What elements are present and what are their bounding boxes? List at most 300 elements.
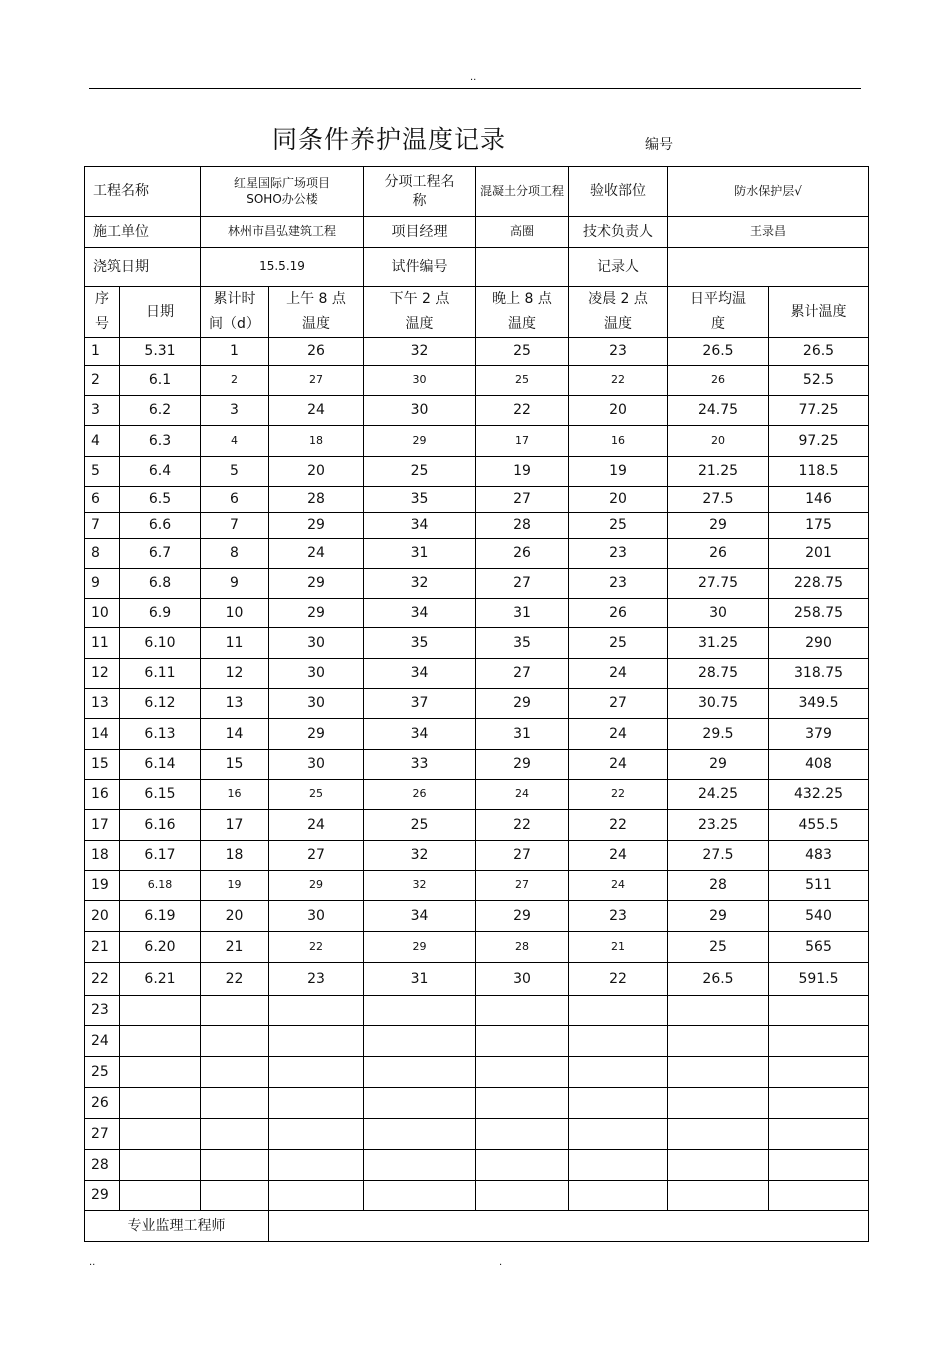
- table-row: [85, 719, 869, 750]
- cell-daily-avg: 26.5: [668, 963, 769, 996]
- cell-night8: 29: [476, 750, 569, 780]
- cell-cum-temp: [769, 1026, 869, 1057]
- table-row: [85, 996, 869, 1026]
- cell-days: 1: [201, 338, 269, 366]
- page-title: 同条件养护温度记录: [272, 125, 507, 154]
- cell-night8: 27: [476, 841, 569, 871]
- cell-cum-temp: 349.5: [769, 689, 869, 719]
- col-date-header: 日期: [120, 287, 201, 338]
- cell-night8: 25: [476, 338, 569, 366]
- cell-daily-avg: 26.5: [668, 338, 769, 366]
- cell-days: 13: [201, 689, 269, 719]
- cell-date: 6.13: [120, 719, 201, 750]
- cell-date: 6.14: [120, 750, 201, 780]
- col-cum-time-header: 累计时 间（d）: [201, 287, 269, 338]
- cell-pm2: [364, 1181, 476, 1211]
- cell-days: 16: [201, 780, 269, 810]
- cell-dawn2: 23: [569, 539, 668, 569]
- cell-dawn2: [569, 1150, 668, 1181]
- cell-pm2: 31: [364, 539, 476, 569]
- cell-seq: 11: [85, 628, 120, 659]
- cell-cum-temp: 455.5: [769, 810, 869, 841]
- cell-seq: 8: [85, 539, 120, 569]
- cell-daily-avg: 26: [668, 366, 769, 396]
- cell-daily-avg: [668, 996, 769, 1026]
- cell-seq: 27: [85, 1119, 120, 1150]
- cell-am8: 25: [269, 780, 364, 810]
- cell-seq: 24: [85, 1026, 120, 1057]
- col-daily-avg-header: 日平均温 度: [668, 287, 769, 338]
- cell-cum-temp: 118.5: [769, 457, 869, 487]
- cell-cum-temp: 591.5: [769, 963, 869, 996]
- cell-night8: [476, 1119, 569, 1150]
- cell-dawn2: [569, 1119, 668, 1150]
- cell-cum-temp: 432.25: [769, 780, 869, 810]
- cell-seq: 4: [85, 426, 120, 457]
- specimen-no-label: 试件编号: [364, 248, 476, 287]
- cell-dawn2: [569, 1026, 668, 1057]
- cell-date: [120, 1150, 201, 1181]
- cell-night8: 22: [476, 810, 569, 841]
- cell-days: [201, 1057, 269, 1088]
- tech-lead-value: 王录昌: [668, 217, 869, 248]
- cell-night8: 24: [476, 780, 569, 810]
- cell-seq: 16: [85, 780, 120, 810]
- cell-pm2: [364, 1057, 476, 1088]
- specimen-no-value: [476, 248, 569, 287]
- cell-am8: 29: [269, 719, 364, 750]
- cell-date: [120, 1088, 201, 1119]
- cell-night8: 17: [476, 426, 569, 457]
- cell-night8: [476, 996, 569, 1026]
- cell-date: [120, 1026, 201, 1057]
- cell-daily-avg: 24.75: [668, 396, 769, 426]
- table-row: [85, 1088, 869, 1119]
- recorder-label: 记录人: [569, 248, 668, 287]
- cell-daily-avg: 30.75: [668, 689, 769, 719]
- cell-daily-avg: 23.25: [668, 810, 769, 841]
- cell-seq: 2: [85, 366, 120, 396]
- col-dawn2-header: 凌晨 2 点 温度: [569, 287, 668, 338]
- cell-cum-temp: [769, 1088, 869, 1119]
- cell-pm2: 25: [364, 457, 476, 487]
- cell-days: 11: [201, 628, 269, 659]
- cell-night8: 27: [476, 871, 569, 901]
- cell-date: 6.15: [120, 780, 201, 810]
- cell-date: 6.19: [120, 901, 201, 932]
- cell-seq: 25: [85, 1057, 120, 1088]
- table-row: [85, 689, 869, 719]
- supervisor-row: [85, 1211, 869, 1242]
- cell-seq: 19: [85, 871, 120, 901]
- cell-night8: 22: [476, 396, 569, 426]
- cell-days: 5: [201, 457, 269, 487]
- cell-pm2: 32: [364, 841, 476, 871]
- cell-seq: 1: [85, 338, 120, 366]
- cell-dawn2: 24: [569, 659, 668, 689]
- cell-dawn2: 22: [569, 366, 668, 396]
- cell-dawn2: 19: [569, 457, 668, 487]
- col-cum-temp-header: 累计温度: [769, 287, 869, 338]
- supervisor-label: 专业监理工程师: [85, 1211, 269, 1242]
- cell-am8: [269, 1026, 364, 1057]
- cell-days: [201, 1026, 269, 1057]
- cell-am8: 30: [269, 901, 364, 932]
- cell-dawn2: [569, 1181, 668, 1211]
- cell-date: 6.7: [120, 539, 201, 569]
- cell-seq: 13: [85, 689, 120, 719]
- cell-cum-temp: 146: [769, 487, 869, 513]
- cell-cum-temp: 290: [769, 628, 869, 659]
- cell-pm2: 30: [364, 396, 476, 426]
- cell-days: 10: [201, 599, 269, 628]
- cell-pm2: 25: [364, 810, 476, 841]
- cell-daily-avg: 29: [668, 513, 769, 539]
- project-manager-value: 高圈: [476, 217, 569, 248]
- cell-pm2: 35: [364, 487, 476, 513]
- cell-am8: 20: [269, 457, 364, 487]
- cell-pm2: 34: [364, 719, 476, 750]
- cell-pm2: [364, 996, 476, 1026]
- construction-unit-value: 林州市昌弘建筑工程: [201, 217, 364, 248]
- cell-seq: 9: [85, 569, 120, 599]
- cell-am8: [269, 1088, 364, 1119]
- cell-seq: 12: [85, 659, 120, 689]
- cell-night8: [476, 1181, 569, 1211]
- cell-seq: 23: [85, 996, 120, 1026]
- cell-days: 3: [201, 396, 269, 426]
- cell-days: 6: [201, 487, 269, 513]
- cell-night8: [476, 1026, 569, 1057]
- recorder-value: [668, 248, 869, 287]
- cell-days: [201, 996, 269, 1026]
- cell-cum-temp: 175: [769, 513, 869, 539]
- cell-dawn2: 24: [569, 871, 668, 901]
- cell-pm2: 26: [364, 780, 476, 810]
- cell-cum-temp: 52.5: [769, 366, 869, 396]
- cell-night8: 29: [476, 901, 569, 932]
- table-row: [85, 539, 869, 569]
- cell-date: 5.31: [120, 338, 201, 366]
- cell-dawn2: 23: [569, 569, 668, 599]
- cell-am8: 30: [269, 689, 364, 719]
- cell-days: 15: [201, 750, 269, 780]
- cell-am8: 22: [269, 932, 364, 963]
- col-seq-header: 序 号: [85, 287, 120, 338]
- cell-cum-temp: 511: [769, 871, 869, 901]
- cell-seq: 6: [85, 487, 120, 513]
- cell-cum-temp: 258.75: [769, 599, 869, 628]
- cell-dawn2: 22: [569, 810, 668, 841]
- project-name-value: 红星国际广场项目 SOHO办公楼: [201, 167, 364, 217]
- cell-dawn2: 24: [569, 841, 668, 871]
- info-row-unit: [85, 217, 869, 248]
- table-row: [85, 513, 869, 539]
- cell-pm2: 32: [364, 569, 476, 599]
- cell-night8: [476, 1088, 569, 1119]
- cell-cum-temp: 565: [769, 932, 869, 963]
- cell-seq: 26: [85, 1088, 120, 1119]
- cell-daily-avg: [668, 1057, 769, 1088]
- cell-seq: 3: [85, 396, 120, 426]
- cell-daily-avg: 26: [668, 539, 769, 569]
- cell-date: [120, 1119, 201, 1150]
- sub-project-label: 分项工程名 称: [364, 167, 476, 217]
- cell-am8: 29: [269, 513, 364, 539]
- cell-pm2: 33: [364, 750, 476, 780]
- table-row: [85, 599, 869, 628]
- cell-pm2: 32: [364, 871, 476, 901]
- cell-days: 21: [201, 932, 269, 963]
- cell-date: 6.10: [120, 628, 201, 659]
- cell-date: 6.2: [120, 396, 201, 426]
- cell-pm2: 37: [364, 689, 476, 719]
- cell-seq: 29: [85, 1181, 120, 1211]
- cell-date: 6.20: [120, 932, 201, 963]
- cell-daily-avg: 27.5: [668, 841, 769, 871]
- cell-dawn2: 16: [569, 426, 668, 457]
- cell-cum-temp: 379: [769, 719, 869, 750]
- cell-seq: 22: [85, 963, 120, 996]
- cell-daily-avg: 28: [668, 871, 769, 901]
- cell-cum-temp: 483: [769, 841, 869, 871]
- table-row: [85, 659, 869, 689]
- cell-daily-avg: 27.75: [668, 569, 769, 599]
- cell-am8: 30: [269, 750, 364, 780]
- cell-days: 19: [201, 871, 269, 901]
- cell-date: 6.5: [120, 487, 201, 513]
- cell-pm2: 29: [364, 426, 476, 457]
- cell-date: 6.21: [120, 963, 201, 996]
- col-night8-header: 晚上 8 点 温度: [476, 287, 569, 338]
- cell-dawn2: [569, 1088, 668, 1119]
- cell-am8: 23: [269, 963, 364, 996]
- cell-daily-avg: 29.5: [668, 719, 769, 750]
- cell-daily-avg: 27.5: [668, 487, 769, 513]
- bottom-left-mark: ..: [89, 1257, 96, 1268]
- cell-night8: 27: [476, 659, 569, 689]
- construction-unit-label: 施工单位: [85, 217, 201, 248]
- cell-daily-avg: 25: [668, 932, 769, 963]
- cell-cum-temp: 77.25: [769, 396, 869, 426]
- table-row: [85, 487, 869, 513]
- cell-cum-temp: 318.75: [769, 659, 869, 689]
- cell-date: [120, 1181, 201, 1211]
- cell-am8: 24: [269, 810, 364, 841]
- cell-days: 8: [201, 539, 269, 569]
- cell-daily-avg: 29: [668, 901, 769, 932]
- record-table: [84, 166, 869, 1242]
- cell-daily-avg: 20: [668, 426, 769, 457]
- cell-night8: 25: [476, 366, 569, 396]
- cell-cum-temp: [769, 1057, 869, 1088]
- cell-pm2: 31: [364, 963, 476, 996]
- cell-seq: 10: [85, 599, 120, 628]
- table-row: [85, 1150, 869, 1181]
- cell-pm2: [364, 1088, 476, 1119]
- top-mark: ..: [470, 72, 477, 83]
- table-row: [85, 366, 869, 396]
- cell-cum-temp: 201: [769, 539, 869, 569]
- cell-seq: 5: [85, 457, 120, 487]
- cell-days: 18: [201, 841, 269, 871]
- cell-am8: 29: [269, 871, 364, 901]
- supervisor-signature-field: [269, 1211, 869, 1242]
- cell-am8: 28: [269, 487, 364, 513]
- cell-cum-temp: [769, 1181, 869, 1211]
- cell-daily-avg: [668, 1088, 769, 1119]
- cell-seq: 21: [85, 932, 120, 963]
- cell-cum-temp: 228.75: [769, 569, 869, 599]
- cell-dawn2: 25: [569, 628, 668, 659]
- cell-dawn2: 26: [569, 599, 668, 628]
- cell-night8: 28: [476, 513, 569, 539]
- cell-am8: 24: [269, 396, 364, 426]
- cell-date: 6.8: [120, 569, 201, 599]
- cell-dawn2: 21: [569, 932, 668, 963]
- cell-am8: 29: [269, 599, 364, 628]
- cell-dawn2: 24: [569, 719, 668, 750]
- table-row: [85, 841, 869, 871]
- cell-am8: 27: [269, 366, 364, 396]
- table-row: [85, 901, 869, 932]
- cell-days: [201, 1088, 269, 1119]
- cell-days: 12: [201, 659, 269, 689]
- cell-date: 6.4: [120, 457, 201, 487]
- cell-pm2: 34: [364, 659, 476, 689]
- cell-cum-temp: [769, 996, 869, 1026]
- cell-pm2: 35: [364, 628, 476, 659]
- pour-date-label: 浇筑日期: [85, 248, 201, 287]
- info-row-pour: [85, 248, 869, 287]
- cell-date: 6.12: [120, 689, 201, 719]
- cell-dawn2: [569, 1057, 668, 1088]
- cell-am8: 26: [269, 338, 364, 366]
- cell-days: 20: [201, 901, 269, 932]
- cell-pm2: 29: [364, 932, 476, 963]
- table-row: [85, 426, 869, 457]
- cell-night8: 27: [476, 569, 569, 599]
- project-manager-label: 项目经理: [364, 217, 476, 248]
- cell-night8: 19: [476, 457, 569, 487]
- cell-pm2: 34: [364, 599, 476, 628]
- cell-am8: 24: [269, 539, 364, 569]
- cell-days: [201, 1181, 269, 1211]
- cell-night8: 27: [476, 487, 569, 513]
- cell-date: 6.3: [120, 426, 201, 457]
- cell-date: [120, 996, 201, 1026]
- cell-dawn2: 25: [569, 513, 668, 539]
- cell-date: [120, 1057, 201, 1088]
- cell-daily-avg: [668, 1119, 769, 1150]
- cell-night8: [476, 1150, 569, 1181]
- table-row: [85, 457, 869, 487]
- cell-dawn2: 24: [569, 750, 668, 780]
- cell-pm2: 32: [364, 338, 476, 366]
- table-row: [85, 780, 869, 810]
- code-label: 编号: [645, 137, 673, 153]
- cell-night8: 35: [476, 628, 569, 659]
- cell-pm2: 34: [364, 513, 476, 539]
- table-row: [85, 932, 869, 963]
- header-rule: [89, 88, 861, 89]
- table-row: [85, 628, 869, 659]
- table-row: [85, 750, 869, 780]
- cell-seq: 18: [85, 841, 120, 871]
- cell-daily-avg: 21.25: [668, 457, 769, 487]
- table-row: [85, 1057, 869, 1088]
- cell-date: 6.18: [120, 871, 201, 901]
- cell-night8: 28: [476, 932, 569, 963]
- cell-pm2: [364, 1119, 476, 1150]
- table-row: [85, 1119, 869, 1150]
- cell-am8: [269, 1150, 364, 1181]
- table-row: [85, 1026, 869, 1057]
- cell-am8: 18: [269, 426, 364, 457]
- cell-am8: [269, 1181, 364, 1211]
- cell-days: [201, 1150, 269, 1181]
- cell-pm2: 34: [364, 901, 476, 932]
- cell-daily-avg: 28.75: [668, 659, 769, 689]
- cell-days: 14: [201, 719, 269, 750]
- cell-pm2: 30: [364, 366, 476, 396]
- sub-project-value: 混凝土分项工程: [476, 167, 569, 217]
- cell-days: 22: [201, 963, 269, 996]
- pour-date-value: 15.5.19: [201, 248, 364, 287]
- cell-seq: 20: [85, 901, 120, 932]
- cell-days: 7: [201, 513, 269, 539]
- cell-date: 6.17: [120, 841, 201, 871]
- cell-daily-avg: 24.25: [668, 780, 769, 810]
- cell-seq: 17: [85, 810, 120, 841]
- cell-date: 6.9: [120, 599, 201, 628]
- cell-night8: 26: [476, 539, 569, 569]
- cell-cum-temp: 540: [769, 901, 869, 932]
- cell-cum-temp: [769, 1119, 869, 1150]
- info-row-project: [85, 167, 869, 217]
- cell-seq: 14: [85, 719, 120, 750]
- cell-dawn2: 23: [569, 901, 668, 932]
- cell-am8: [269, 1057, 364, 1088]
- cell-seq: 7: [85, 513, 120, 539]
- cell-am8: 29: [269, 569, 364, 599]
- table-row: [85, 810, 869, 841]
- project-name-label: 工程名称: [85, 167, 201, 217]
- cell-seq: 15: [85, 750, 120, 780]
- cell-pm2: [364, 1026, 476, 1057]
- column-header-row: [85, 287, 869, 338]
- cell-date: 6.6: [120, 513, 201, 539]
- cell-days: [201, 1119, 269, 1150]
- bottom-mid-mark: .: [499, 1257, 503, 1268]
- cell-daily-avg: 30: [668, 599, 769, 628]
- acceptance-part-value: 防水保护层√: [668, 167, 869, 217]
- cell-cum-temp: 97.25: [769, 426, 869, 457]
- cell-date: 6.11: [120, 659, 201, 689]
- cell-days: 17: [201, 810, 269, 841]
- cell-date: 6.16: [120, 810, 201, 841]
- cell-am8: 30: [269, 659, 364, 689]
- cell-days: 4: [201, 426, 269, 457]
- cell-am8: [269, 1119, 364, 1150]
- table-row: [85, 1181, 869, 1211]
- cell-dawn2: 22: [569, 780, 668, 810]
- table-row: [85, 963, 869, 996]
- cell-dawn2: 20: [569, 487, 668, 513]
- cell-pm2: [364, 1150, 476, 1181]
- cell-days: 2: [201, 366, 269, 396]
- cell-am8: 27: [269, 841, 364, 871]
